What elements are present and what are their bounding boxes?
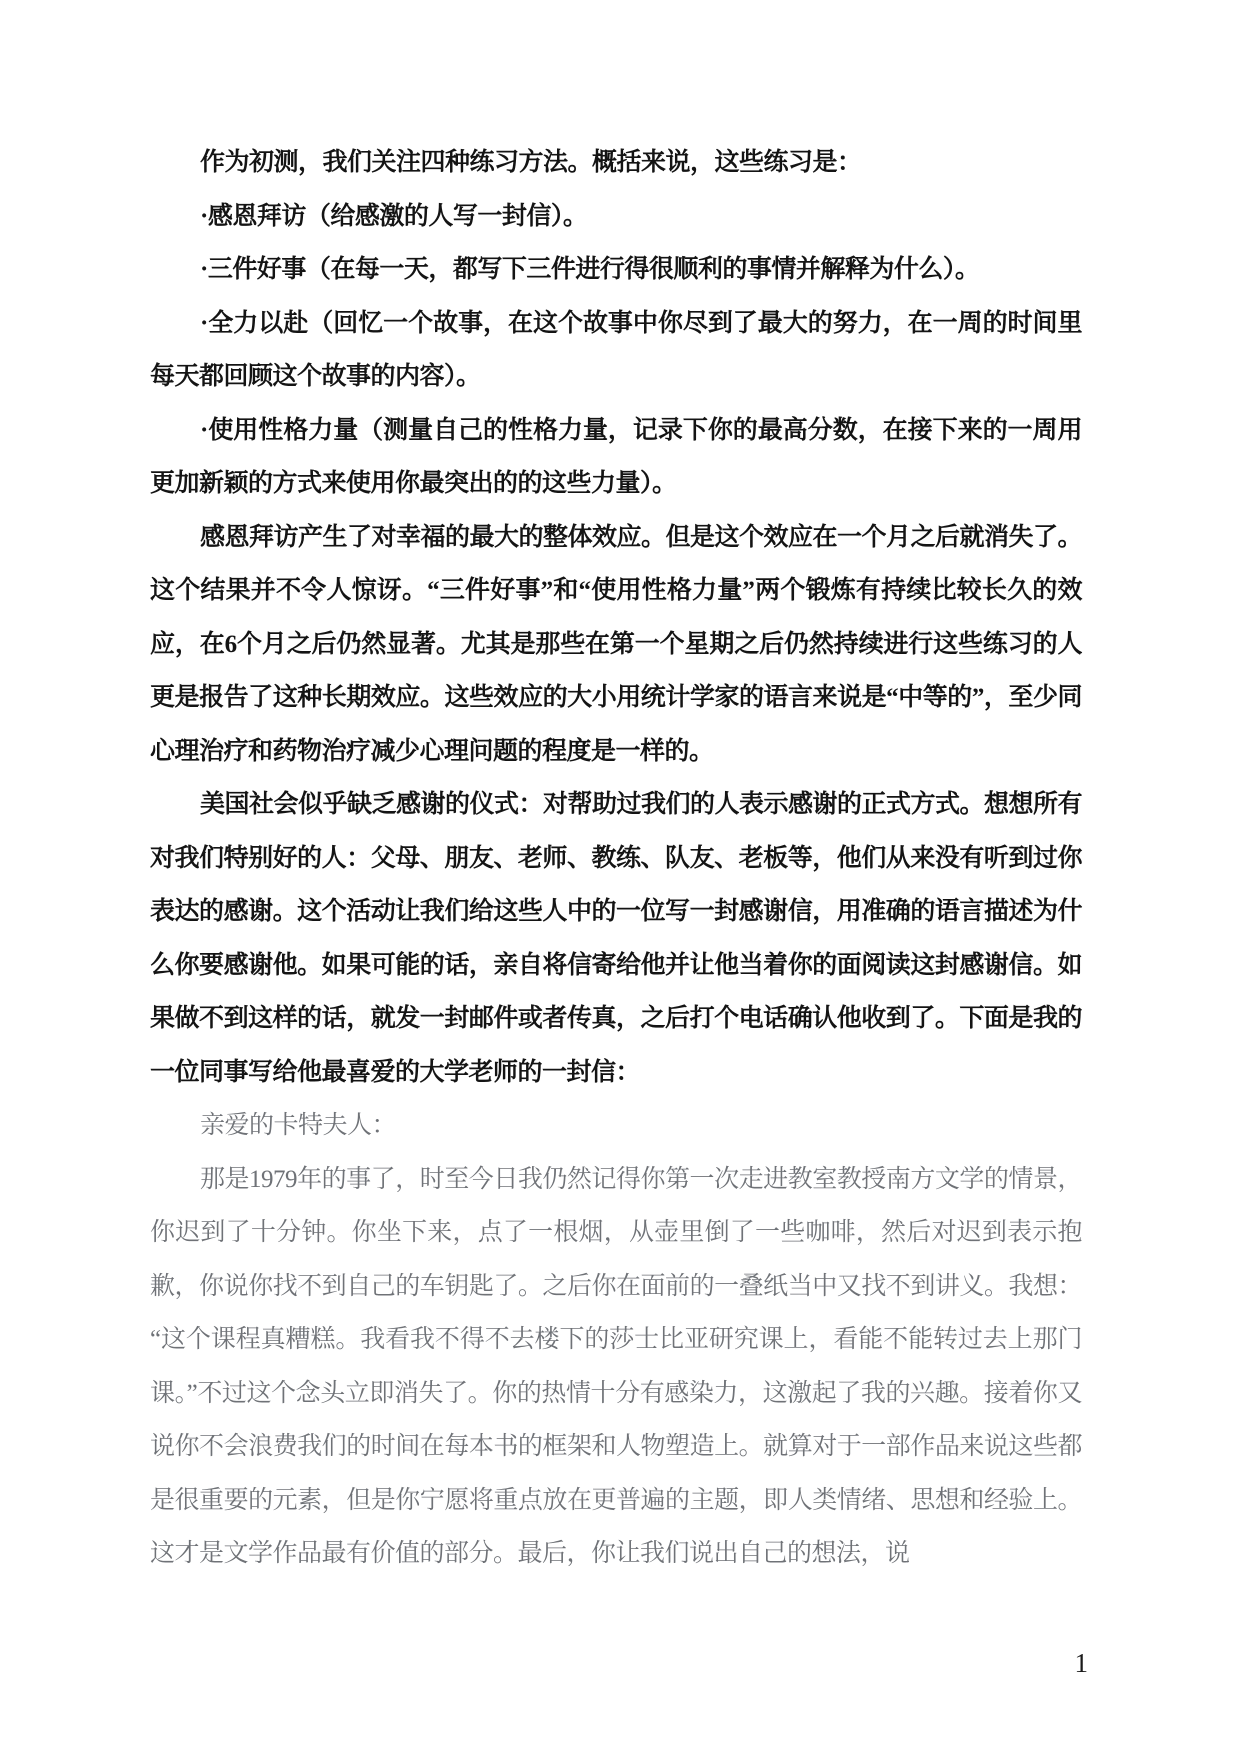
paragraph-effects-results: 感恩拜访产生了对幸福的最大的整体效应。但是这个效应在一个月之后就消失了。这个结果并不令人惊讶。“三件好事”和“使用性格力量”两个锻炼有持续比较长久的效应，在6个月之后仍然显著。尤其是那些在第一个星期之后仍然持续进行这些练习的人更是报告了这种长期效应。这些效应的大小用统计学家的语言来说是“中等的”，至少同心理治疗和药物治疗减少心理问题的程度是一样的。 <box>150 523 1083 765</box>
letter-salutation: 亲爱的卡特夫人： <box>200 1112 397 1139</box>
bullet-best-effort: ·全力以赴（回忆一个故事，在这个故事中你尽到了最大的努力，在一周的时间里每天都回顾这个故事的内容）。 <box>150 309 1082 390</box>
bullet-character-strengths: ·使用性格力量（测量自己的性格力量，记录下你的最高分数，在接下来的一周用更加新颖的方式来使用你最突出的的这些力量）。 <box>150 416 1082 497</box>
bullet-gratitude-visit: ·感恩拜访（给感激的人写一封信）。 <box>200 202 588 230</box>
letter-body: 那是1979年的事了，时至今日我仍然记得你第一次走进教室教授南方文学的情景，你迟到了十分钟。你坐下来，点了一根烟，从壶里倒了一些咖啡，然后对迟到表示抱歉，你说你找不到自己的车钥匙了。之后你在面前的一叠纸当中又找不到讲义。我想：“这个课程真糟糕。我看我不得不去楼下的莎士比亚研究课上，看能不能转过去上那门课。”不过这个念头立即消失了。你的热情十分有感染力，这激起了我的兴趣。接着你又说你不会浪费我们的时间在每本书的框架和人物塑造上。就算对于一部作品来说这些都是很重要的元素，但是你宁愿将重点放在更普遍的主题，即人类情绪、思想和经验上。这才是文学作品最有价值的部分。最后，你让我们说出自己的想法，说 <box>150 1165 1082 1567</box>
page-body <box>150 136 1082 1581</box>
page-number: 1 <box>1074 1648 1088 1678</box>
bullet-three-good-things: ·三件好事（在每一天，都写下三件进行得很顺利的事情并解释为什么）。 <box>200 256 980 283</box>
paragraph-intro: 作为初测，我们关注四种练习方法。概括来说，这些练习是： <box>200 149 862 176</box>
paragraph-gratitude-ritual: 美国社会似乎缺乏感谢的仪式：对帮助过我们的人表示感谢的正式方式。想想所有对我们特别好的人：父母、朋友、老师、教练、队友、老板等，他们从来没有听到过你表达的感谢。这个活动让我们给这些人中的一位写一封感谢信，用准确的语言描述为什么你要感谢他。如果可能的话，亲自将信寄给他并让他当着你的面阅读这封感谢信。如果做不到这样的话，就发一封邮件或者传真，之后打个电话确认他收到了。下面是我的一位同事写给他最喜爱的大学老师的一封信： <box>150 791 1083 1086</box>
